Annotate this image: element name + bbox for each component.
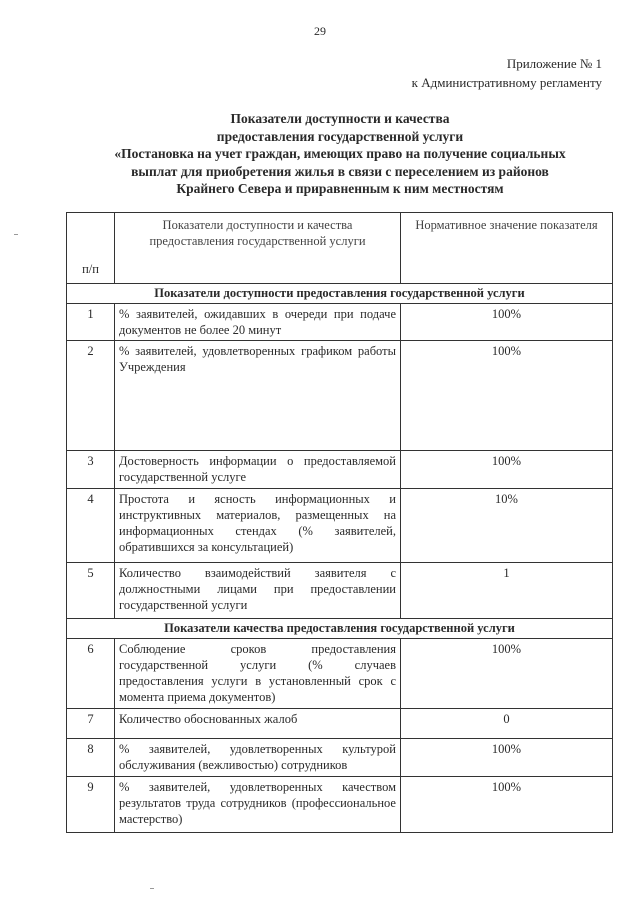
table-row [67,777,613,833]
table-row [67,639,613,709]
appendix-note [412,54,602,92]
title-line-4: выплат для приобретения жилья в связи с переселением из районов [131,163,549,179]
row-value: 10% [401,489,613,563]
title-line-3: «Постановка на учет граждан, имеющих право на получение социальных [114,146,566,161]
row-value: 0 [401,709,613,739]
appendix-line-1: Приложение № 1 [506,56,602,71]
row-indicator: Соблюдение сроков предоставления государственной услуги (% случаев предоставления услуги в установленный срок с момента приема документов) [115,639,401,709]
table-row [67,304,613,341]
title-line-2: предоставления государственной услуги [216,128,464,144]
row-num: 5 [67,563,115,619]
scan-mark [150,888,154,889]
document-title [60,110,620,198]
row-indicator: % заявителей, удовлетворенных графиком работы Учреждения [115,341,401,451]
row-indicator: Количество взаимодействий заявителя с должностными лицами при предоставлении государственной услуги [115,563,401,619]
table-row [67,739,613,777]
appendix-line-2: к Административному регламенту [411,75,602,90]
section-quality: Показатели качества предоставления государственной услуги [67,619,613,639]
section-availability: Показатели доступности предоставления государственной услуги [67,284,613,304]
row-value: 100% [401,304,613,341]
row-indicator: % заявителей, удовлетворенных культурой обслуживания (вежливостью) сотрудников [115,739,401,777]
section-row-quality [67,619,613,639]
table-row [67,489,613,563]
scan-mark [14,234,18,235]
row-num: 3 [67,451,115,489]
row-indicator: % заявителей, ожидавших в очереди при подаче документов не более 20 минут [115,304,401,341]
table-row [67,709,613,739]
row-value: 100% [401,451,613,489]
table-header-row [67,213,613,284]
row-value: 1 [401,563,613,619]
row-num: 7 [67,709,115,739]
row-value: 100% [401,739,613,777]
header-indicator: Показатели доступности и качества предоставления государственной услуги [115,213,401,284]
table-row [67,341,613,451]
row-value: 100% [401,777,613,833]
header-num: п/п [67,213,115,284]
title-line-1: Показатели доступности и качества [230,111,450,126]
header-value: Нормативное значение показателя [401,213,613,284]
row-num: 2 [67,341,115,451]
row-indicator: Простота и ясность информационных и инструктивных материалов, размещенных на информационных стендах (% заявителей, обратившихся за консультацией) [115,489,401,563]
row-num: 1 [67,304,115,341]
indicators-table [66,212,613,833]
row-value: 100% [401,341,613,451]
row-num: 8 [67,739,115,777]
table-row [67,451,613,489]
row-value: 100% [401,639,613,709]
row-num: 9 [67,777,115,833]
row-num: 4 [67,489,115,563]
row-indicator: Количество обоснованных жалоб [115,709,401,739]
row-indicator: Достоверность информации о предоставляемой государственной услуге [115,451,401,489]
row-indicator: % заявителей, удовлетворенных качеством результатов труда сотрудников (профессиональное мастерство) [115,777,401,833]
page-number: 29 [314,24,326,38]
title-line-5: Крайнего Севера и приравненным к ним местностям [176,181,504,196]
table-row [67,563,613,619]
section-row-availability [67,284,613,304]
row-num: 6 [67,639,115,709]
